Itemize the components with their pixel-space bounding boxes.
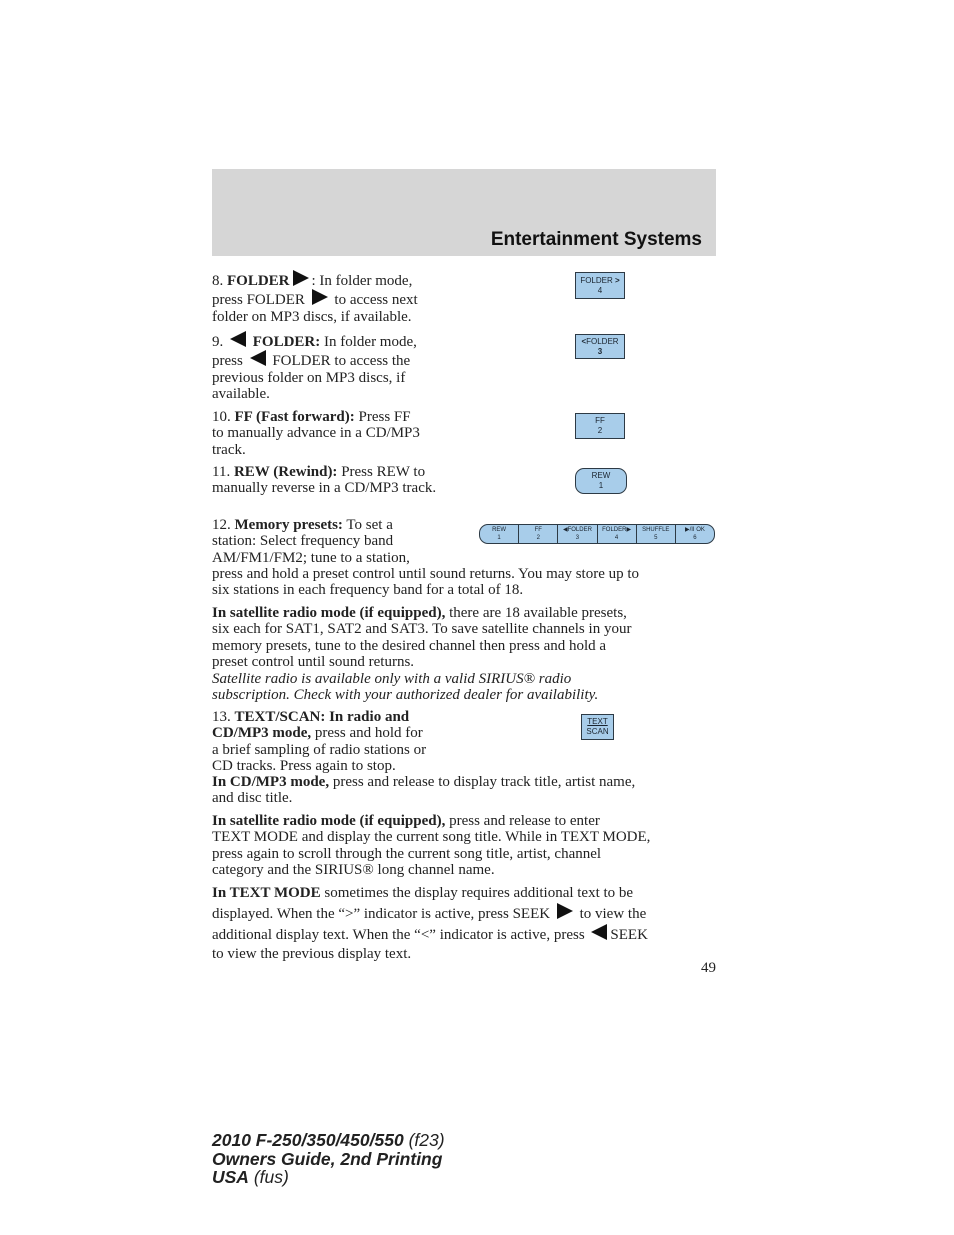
preset-4: FOLDER▶ 4 (597, 525, 636, 543)
text-mode-paragraph: In TEXT MODE sometimes the display requires additional text to be displayed. When the “>” indicator is active, press SEEK to view the additional display text. When the “<” indicator is active, press SEEK to view the previous display text. (212, 885, 648, 962)
ff-button: FF 2 (575, 413, 625, 439)
right-arrow-icon (293, 270, 309, 286)
rew-term: REW (Rewind): (233, 464, 338, 480)
page-number: 49 (701, 960, 716, 976)
footer (212, 1131, 445, 1187)
footer-guide-line: Owners Guide, 2nd Printing (212, 1148, 443, 1169)
chevron-left-icon: < (581, 336, 587, 346)
folder-prev-term: FOLDER: (252, 334, 321, 350)
item-ff: 10. FF (Fast forward): Press FF to manually advance in a CD/MP3 track. (212, 409, 420, 458)
right-arrow-icon (312, 289, 328, 305)
item-text-scan: 13. TEXT/SCAN: In radio and CD/MP3 mode, press and hold for a brief sampling of radio stations or CD tracks. Press again to stop. (212, 709, 427, 775)
preset-3: ◀FOLDER 3 (557, 525, 596, 543)
preset-5: SHUFFLE 5 (636, 525, 675, 543)
satellite-text-paragraph: In satellite radio mode (if equipped), press and release to enter TEXT MODE and display the current song title. While in TEXT MODE, press again to scroll through the current song title, artist, channel category and the SIRIUS® long channel name. (212, 813, 651, 879)
preset-6: ▶/II OK 6 (675, 525, 714, 543)
item-rew: 11. REW (Rewind): Press REW to manually reverse in a CD/MP3 track. (212, 464, 437, 497)
item-presets-intro: 12. Memory presets: To set a station: Select frequency band AM/FM1/FM2; tune to a station, (212, 517, 410, 566)
left-arrow-icon (230, 331, 246, 347)
item-folder-next: 8. FOLDER : In folder mode, press FOLDER to access next folder on MP3 discs, if available. (212, 270, 472, 325)
left-arrow-icon (250, 350, 266, 366)
preset-2: FF 2 (518, 525, 557, 543)
presets-term: Memory presets: (234, 517, 343, 533)
folder-next-button: FOLDER > 4 (575, 272, 625, 299)
text-scan-button: TEXT SCAN (581, 714, 614, 740)
chevron-right-icon: > (615, 275, 620, 285)
footer-region-line: USA (fus) (212, 1167, 289, 1187)
ff-term: FF (Fast forward): (234, 409, 355, 425)
preset-1: REW 1 (492, 527, 507, 541)
folder-prev-button: <FOLDER 3 (575, 334, 625, 359)
left-arrow-icon (591, 924, 607, 940)
header-band (212, 169, 716, 256)
preset-button-bar (479, 524, 715, 544)
right-arrow-icon (557, 903, 573, 919)
section-title: Entertainment Systems (490, 229, 702, 250)
item-presets-body: press and hold a preset control until sound returns. You may store up to six stations in each frequency band for a total of 18. (212, 566, 640, 599)
item-folder-prev: 9. FOLDER: In folder mode, press FOLDER to access the previous folder on MP3 discs, if available. (212, 331, 472, 403)
satellite-presets-paragraph: In satellite radio mode (if equipped), there are 18 available presets, six each for SAT1, SAT2 and SAT3. To save satellite channels in your memory presets, tune to the desired channel then press and hold a preset control until sound returns. Satellite radio is available only with a valid SIRIUS® radio subscription. Check with your authorized dealer for availability. (212, 605, 632, 704)
folder-next-term: FOLDER (227, 273, 290, 289)
footer-model-line: 2010 F-250/350/450/550 (f23) (212, 1130, 445, 1150)
rew-button: REW 1 (575, 468, 627, 494)
cd-mode-paragraph: In CD/MP3 mode, press and release to display track title, artist name, and disc title. (212, 774, 636, 807)
